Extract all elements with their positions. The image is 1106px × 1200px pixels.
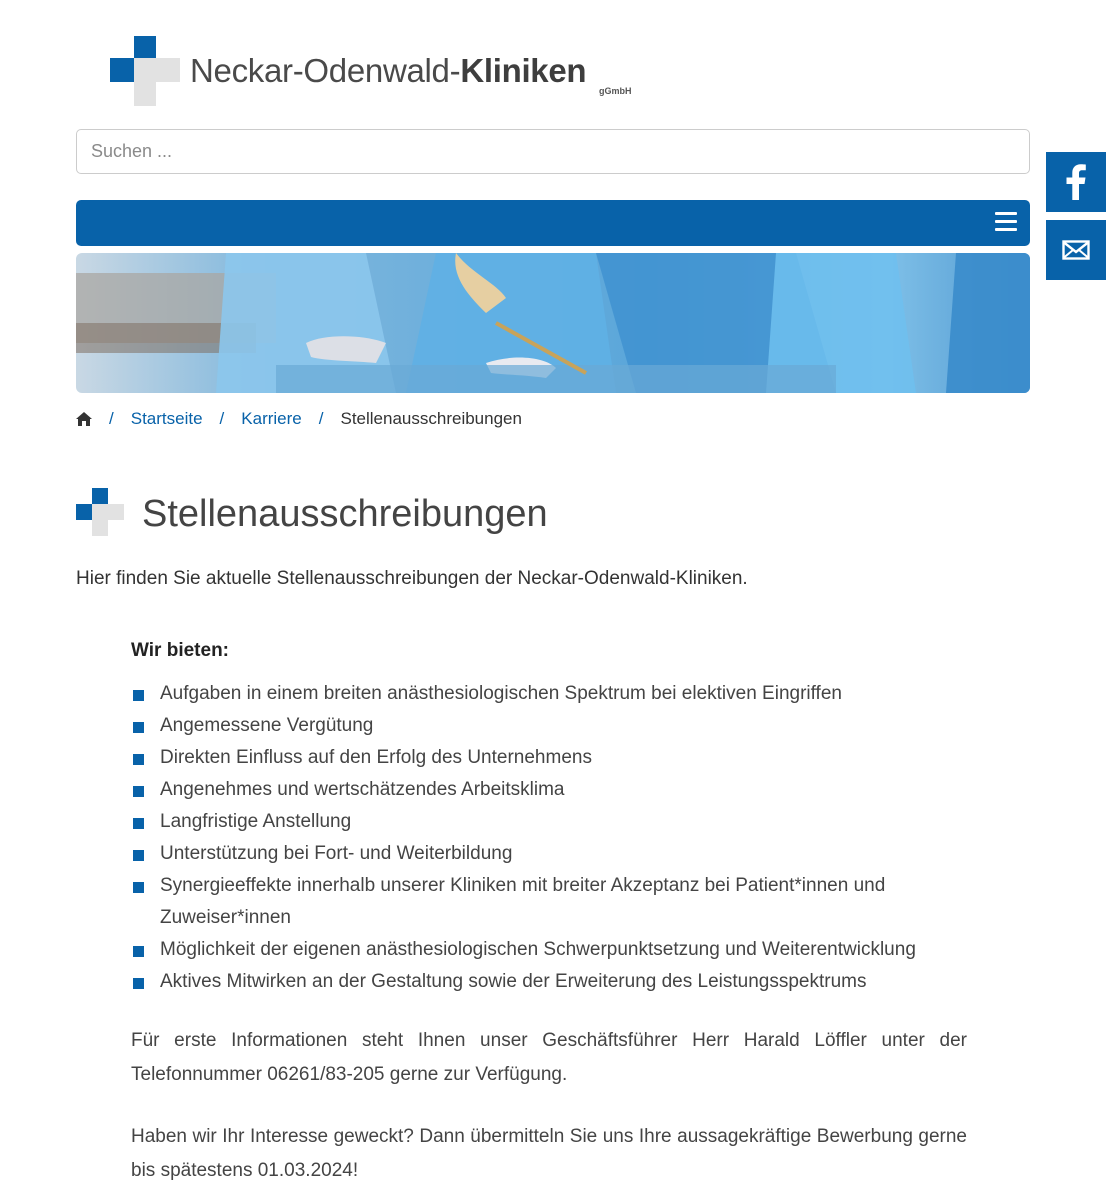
contact-info-paragraph: Für erste Informationen steht Ihnen unser Geschäftsführer Herr Harald Löffler unter der Telefonnummer 06261/83-205 gerne zur Verfügung. [131,1030,967,1085]
main-navbar [76,200,1030,246]
list-item: Aktives Mitwirken an der Gestaltung sowie der Erweiterung des Leistungsspektrums [131,966,967,998]
intro-text: Hier finden Sie aktuelle Stellenausschreibungen der Neckar-Odenwald-Kliniken. [76,568,748,589]
logo-subtitle: gGmbH [599,86,632,96]
list-item: Unterstützung bei Fort- und Weiterbildung [131,838,967,870]
list-item: Langfristige Anstellung [131,806,967,838]
search-input[interactable] [76,129,1030,174]
list-item: Angemessene Vergütung [131,710,967,742]
mail-icon [1062,240,1090,260]
breadcrumb-separator: / [109,409,114,428]
breadcrumb-current: Stellenausschreibungen [340,409,522,428]
breadcrumb [76,407,522,431]
list-item: Möglichkeit der eigenen anästhesiologischen Schwerpunktsetzung und Weiterentwicklung [131,934,967,966]
page-title: Stellenausschreibungen [142,493,548,535]
job-content [131,640,967,1188]
list-item: Synergieeffekte innerhalb unserer Kliniken mit breiter Akzeptanz bei Patient*innen und Zuweiser*innen [131,870,967,934]
facebook-icon [1065,164,1087,200]
hero-image [76,253,1030,393]
title-cross-icon [76,488,124,536]
site-logo[interactable] [110,36,630,106]
logo-text-regular: Neckar-Odenwald- [190,52,461,89]
offers-heading: Wir bieten: [131,640,229,661]
mail-button[interactable] [1046,220,1106,280]
offers-list [131,678,967,998]
list-item: Direkten Einfluss auf den Erfolg des Unternehmens [131,742,967,774]
breadcrumb-link-karriere[interactable]: Karriere [241,409,302,428]
breadcrumb-separator: / [318,409,324,428]
logo-cross-icon [110,36,180,106]
list-item: Aufgaben in einem breiten anästhesiologischen Spektrum bei elektiven Eingriffen [131,678,967,710]
application-paragraph: Haben wir Ihr Interesse geweckt? Dann übermitteln Sie uns Ihre aussagekräftige Bewerbung gerne bis spätestens 01.03.2024! [131,1126,967,1181]
list-item: Angenehmes und wertschätzendes Arbeitsklima [131,774,967,806]
breadcrumb-link-startseite[interactable]: Startseite [130,409,203,428]
breadcrumb-separator: / [219,409,225,428]
home-icon[interactable] [76,412,92,426]
logo-text [190,52,586,90]
logo-text-bold: Kliniken [460,52,587,89]
hamburger-menu-icon[interactable] [995,212,1017,234]
facebook-button[interactable] [1046,152,1106,212]
